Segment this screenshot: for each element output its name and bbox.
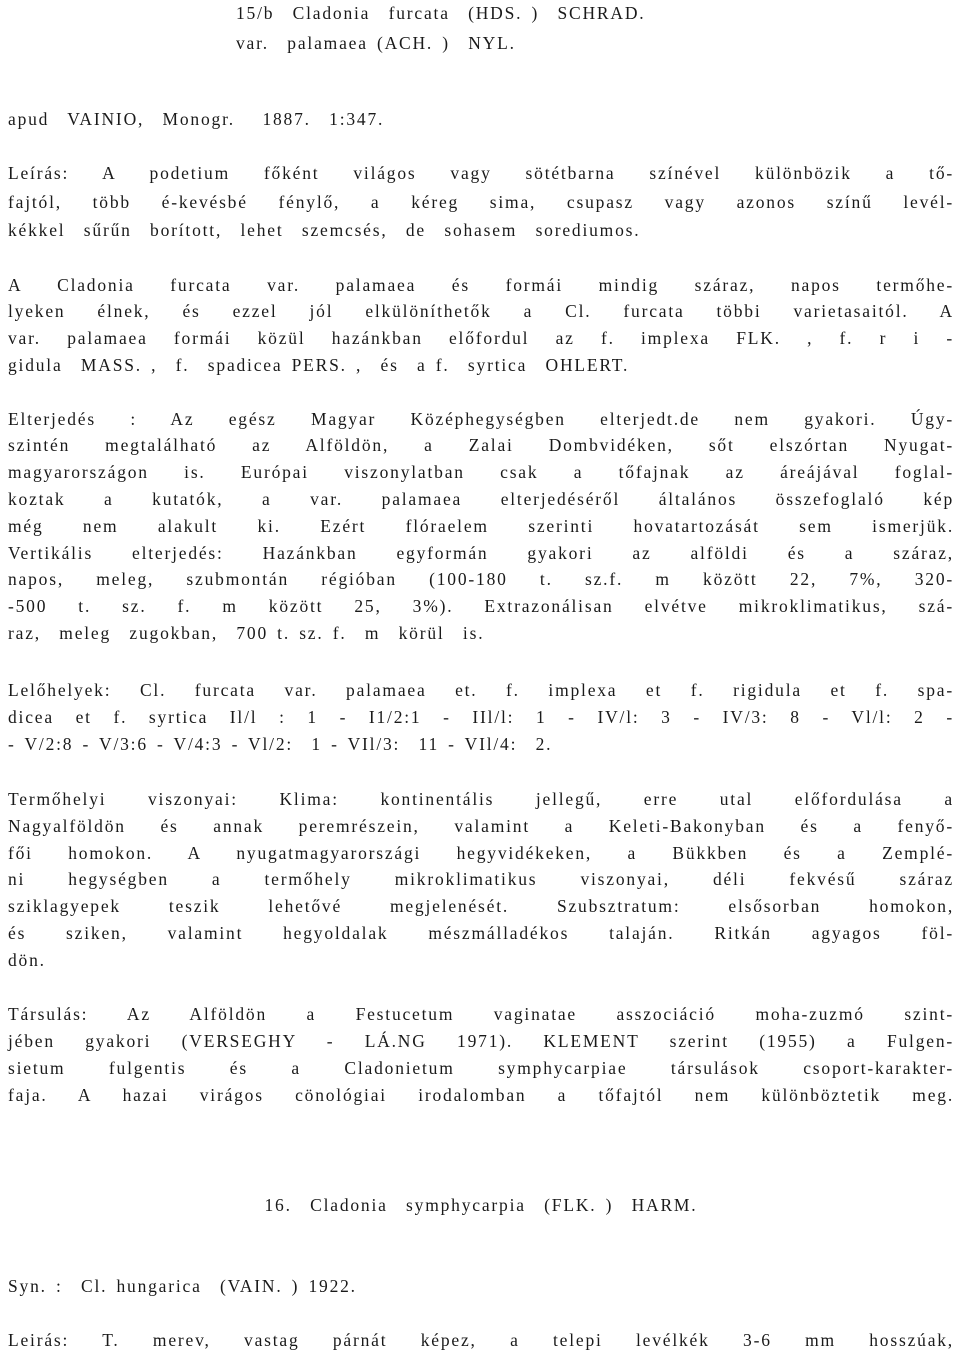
text-line: fői homokon. A nyugatmagyarországi hegyvidékeken, a Bükkben és a Zemplé- — [8, 843, 954, 863]
text-line: faja. A hazai virágos cönológiai irodalomban a tőfajtól nem különböztetik meg. — [8, 1085, 954, 1105]
text-line: Leírás: A podetium főként világos vagy sötétbarna színével különbözik a tő- — [8, 163, 954, 183]
text-line: sziklagyepek teszik lehetővé megjelenését. Szubsztratum: elsősorban homokon, — [8, 896, 954, 916]
species-title-line1: 15/b Cladonia furcata (HDS. ) SCHRAD. — [236, 3, 646, 23]
text-line: Elterjedés : Az egész Magyar Középhegységben elterjedt.de nem gyakori. Úgy- — [8, 409, 954, 429]
text-line: lyeken élnek, és ezzel jól elkülöníthetők a Cl. furcata többi varietasaitól. A — [8, 301, 954, 321]
text-line: még nem alakult ki. Ezért flóraelem szerinti hovatartozását sem ismerjük. — [8, 516, 954, 536]
species-title-line2: var. palamaea (ACH. ) NYL. — [236, 33, 516, 53]
text-line: koztak a kutatók, a var. palamaea elterjedéséről általános összefoglaló kép — [8, 489, 954, 509]
text-line: magyarországon is. Európai viszonylatban csak a tőfajnak az áreájával foglal- — [8, 462, 954, 482]
text-line: napos, meleg, szubmontán régióban (100-180 t. sz.f. m között 22, 7%, 320- — [8, 569, 954, 589]
text-line: dön. — [8, 950, 46, 970]
text-line: Nagyalföldön és annak peremrészein, valamint a Keleti-Bakonyban és a fenyő- — [8, 816, 954, 836]
text-line: kékkel sűrűn borított, lehet szemcsés, de sohasem sorediumos. — [8, 220, 641, 240]
text-line: gidula MASS. , f. spadicea PERS. , és a f. syrtica OHLERT. — [8, 355, 630, 375]
text-line: A Cladonia furcata var. palamaea és formái mindig száraz, napos termőhe- — [8, 275, 954, 295]
text-line: sietum fulgentis és a Cladonietum symphycarpiae társulások csoport-karakter- — [8, 1058, 954, 1078]
text-line: Lelőhelyek: Cl. furcata var. palamaea et. f. implexa et f. rigidula et f. spa- — [8, 680, 954, 700]
text-line: Termőhelyi viszonyai: Klima: kontinentális jellegű, erre utal előfordulása a — [8, 789, 954, 809]
leiras-line-species16: Leirás: T. merev, vastag párnát képez, a telepi levélkék 3-6 mm hosszúak, — [8, 1330, 954, 1350]
reference-line: apud VAINIO, Monogr. 1887. 1:347. — [8, 109, 385, 129]
text-line: var. palamaea formái közül hazánkban előfordul az f. implexa FLK. , f. r i - — [8, 328, 954, 348]
text-line: szintén megtalálható az Alföldön, a Zalai Dombvidéken, sőt elszórtan Nyugat- — [8, 435, 954, 455]
text-line: raz, meleg zugokban, 700 t. sz. f. m körül is. — [8, 623, 485, 643]
text-line: dicea et f. syrtica Il/l : 1 - I1/2:1 - IIl/l: 1 - IV/l: 3 - IV/3: 8 - Vl/l: 2 - — [8, 707, 954, 727]
synonym-line: Syn. : Cl. hungarica (VAIN. ) 1922. — [8, 1276, 357, 1296]
text-line: fajtól, több é-kevésbé fénylő, a kéreg sima, csupasz vagy azonos színű levél- — [8, 192, 954, 212]
text-line: -500 t. sz. f. m között 25, 3%). Extrazonálisan elvétve mikroklimatikus, szá- — [8, 596, 954, 616]
text-line: Társulás: Az Alföldön a Festucetum vaginatae asszociáció moha-zuzmó szint- — [8, 1004, 954, 1024]
text-line: - V/2:8 - V/3:6 - V/4:3 - Vl/2: 1 - VIl/3: 11 - VIl/4: 2. — [8, 734, 553, 754]
text-line: jében gyakori (VERSEGHY - LÁ.NG 1971). KLEMENT szerint (1955) a Fulgen- — [8, 1031, 954, 1051]
text-line: és sziken, valamint hegyoldalak mészmálladékos talaján. Ritkán agyagos föl- — [8, 923, 954, 943]
text-line: Vertikális elterjedés: Hazánkban egyformán gyakori az alföldi és a száraz, — [8, 543, 954, 563]
text-line: ni hegységben a termőhely mikroklimatikus viszonyai, déli fekvésű száraz — [8, 869, 954, 889]
species-16-heading: 16. Cladonia symphycarpia (FLK. ) HARM. — [264, 1195, 698, 1215]
